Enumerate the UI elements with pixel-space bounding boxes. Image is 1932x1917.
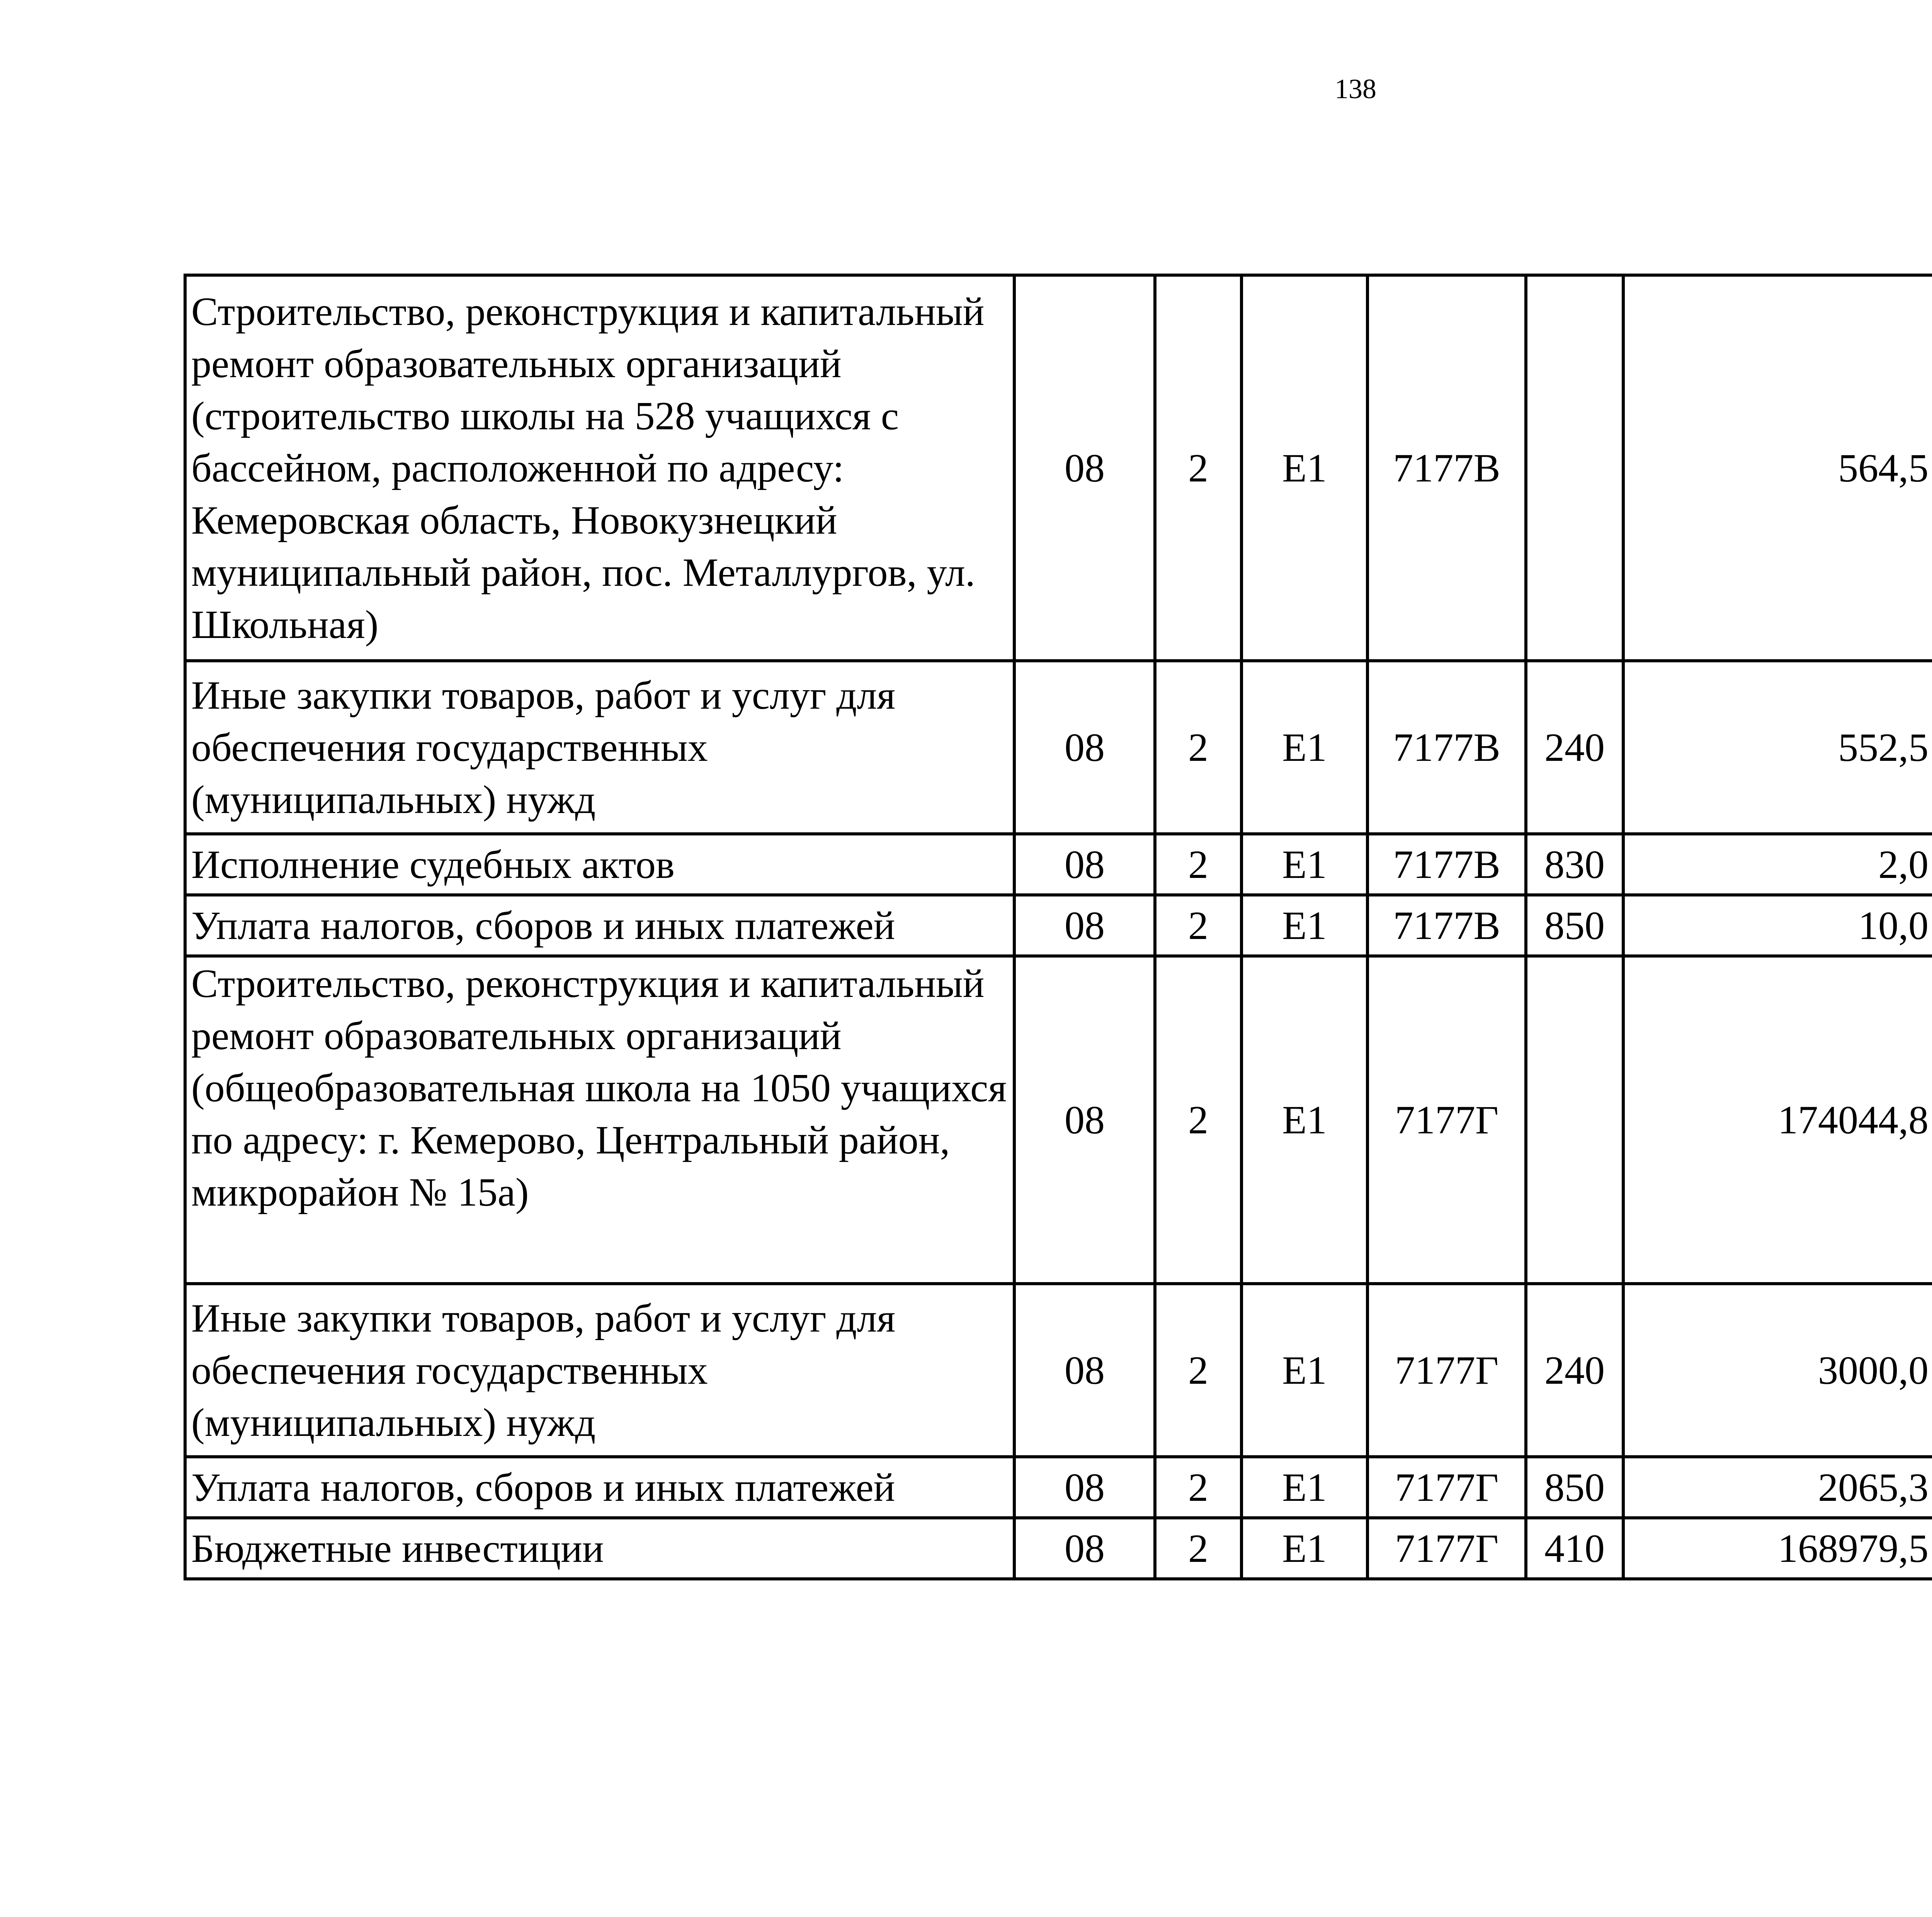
section-cell: 08 — [1014, 834, 1155, 895]
project-cell: E1 — [1242, 1284, 1367, 1457]
table-row — [185, 956, 1932, 1284]
row-name: Бюджетные инвестиции — [185, 1518, 1014, 1579]
amount-cell: 174044,8 — [1623, 956, 1932, 1284]
row-name: Исполнение судебных актов — [185, 834, 1014, 895]
row-name: Уплата налогов, сборов и иных платежей — [185, 895, 1014, 956]
code-cell: 7177Г — [1367, 1457, 1526, 1518]
table-row — [185, 895, 1932, 956]
kind-cell: 850 — [1526, 1457, 1623, 1518]
code-cell: 7177В — [1367, 895, 1526, 956]
code-cell: 7177В — [1367, 275, 1526, 661]
row-name: Иные закупки товаров, работ и услуг для обеспечения государственных (муниципальных) нужд — [185, 661, 1014, 834]
table-row — [185, 1518, 1932, 1579]
subprogram-cell: 2 — [1155, 895, 1242, 956]
section-cell: 08 — [1014, 661, 1155, 834]
kind-cell — [1526, 956, 1623, 1284]
row-name: Иные закупки товаров, работ и услуг для обеспечения государственных (муниципальных) нужд — [185, 1284, 1014, 1457]
subprogram-cell: 2 — [1155, 1457, 1242, 1518]
code-cell: 7177В — [1367, 661, 1526, 834]
amount-cell: 2065,3 — [1623, 1457, 1932, 1518]
section-cell: 08 — [1014, 1284, 1155, 1457]
subprogram-cell: 2 — [1155, 275, 1242, 661]
kind-cell — [1526, 275, 1623, 661]
kind-cell: 850 — [1526, 895, 1623, 956]
section-cell: 08 — [1014, 1457, 1155, 1518]
project-cell: E1 — [1242, 1518, 1367, 1579]
row-name: Уплата налогов, сборов и иных платежей — [185, 1457, 1014, 1518]
subprogram-cell: 2 — [1155, 1284, 1242, 1457]
project-cell: E1 — [1242, 895, 1367, 956]
code-cell: 7177Г — [1367, 1284, 1526, 1457]
code-cell: 7177В — [1367, 834, 1526, 895]
project-cell: E1 — [1242, 1457, 1367, 1518]
subprogram-cell: 2 — [1155, 1518, 1242, 1579]
amount-cell: 564,5 — [1623, 275, 1932, 661]
code-cell: 7177Г — [1367, 1518, 1526, 1579]
project-cell: E1 — [1242, 275, 1367, 661]
project-cell: E1 — [1242, 956, 1367, 1284]
table-row — [185, 1457, 1932, 1518]
amount-cell: 2,0 — [1623, 834, 1932, 895]
project-cell: E1 — [1242, 661, 1367, 834]
row-name: Строительство, реконструкция и капитальный ремонт образовательных организаций (общеобразовательная школа на 1050 учащихся по адресу: г. Кемерово, Центральный район, микрорайон № 15а) — [185, 956, 1014, 1284]
amount-cell: 10,0 — [1623, 895, 1932, 956]
table-row — [185, 1284, 1932, 1457]
kind-cell: 410 — [1526, 1518, 1623, 1579]
kind-cell: 240 — [1526, 661, 1623, 834]
section-cell: 08 — [1014, 956, 1155, 1284]
subprogram-cell: 2 — [1155, 661, 1242, 834]
code-cell: 7177Г — [1367, 956, 1526, 1284]
amount-cell: 552,5 — [1623, 661, 1932, 834]
amount-cell: 168979,5 — [1623, 1518, 1932, 1579]
subprogram-cell: 2 — [1155, 834, 1242, 895]
table-row — [185, 661, 1932, 834]
budget-table — [184, 274, 1932, 1580]
amount-cell: 3000,0 — [1623, 1284, 1932, 1457]
section-cell: 08 — [1014, 895, 1155, 956]
page-number: 138 — [1335, 73, 1376, 104]
subprogram-cell: 2 — [1155, 956, 1242, 1284]
table-row — [185, 275, 1932, 661]
kind-cell: 240 — [1526, 1284, 1623, 1457]
section-cell: 08 — [1014, 275, 1155, 661]
kind-cell: 830 — [1526, 834, 1623, 895]
project-cell: E1 — [1242, 834, 1367, 895]
row-name: Строительство, реконструкция и капитальный ремонт образовательных организаций (строительство школы на 528 учащихся с бассейном, расположенной по адресу: Кемеровская область, Новокузнецкий муниципальный район, пос. Металлургов, ул. Школьная) — [185, 275, 1014, 661]
section-cell: 08 — [1014, 1518, 1155, 1579]
table-row — [185, 834, 1932, 895]
